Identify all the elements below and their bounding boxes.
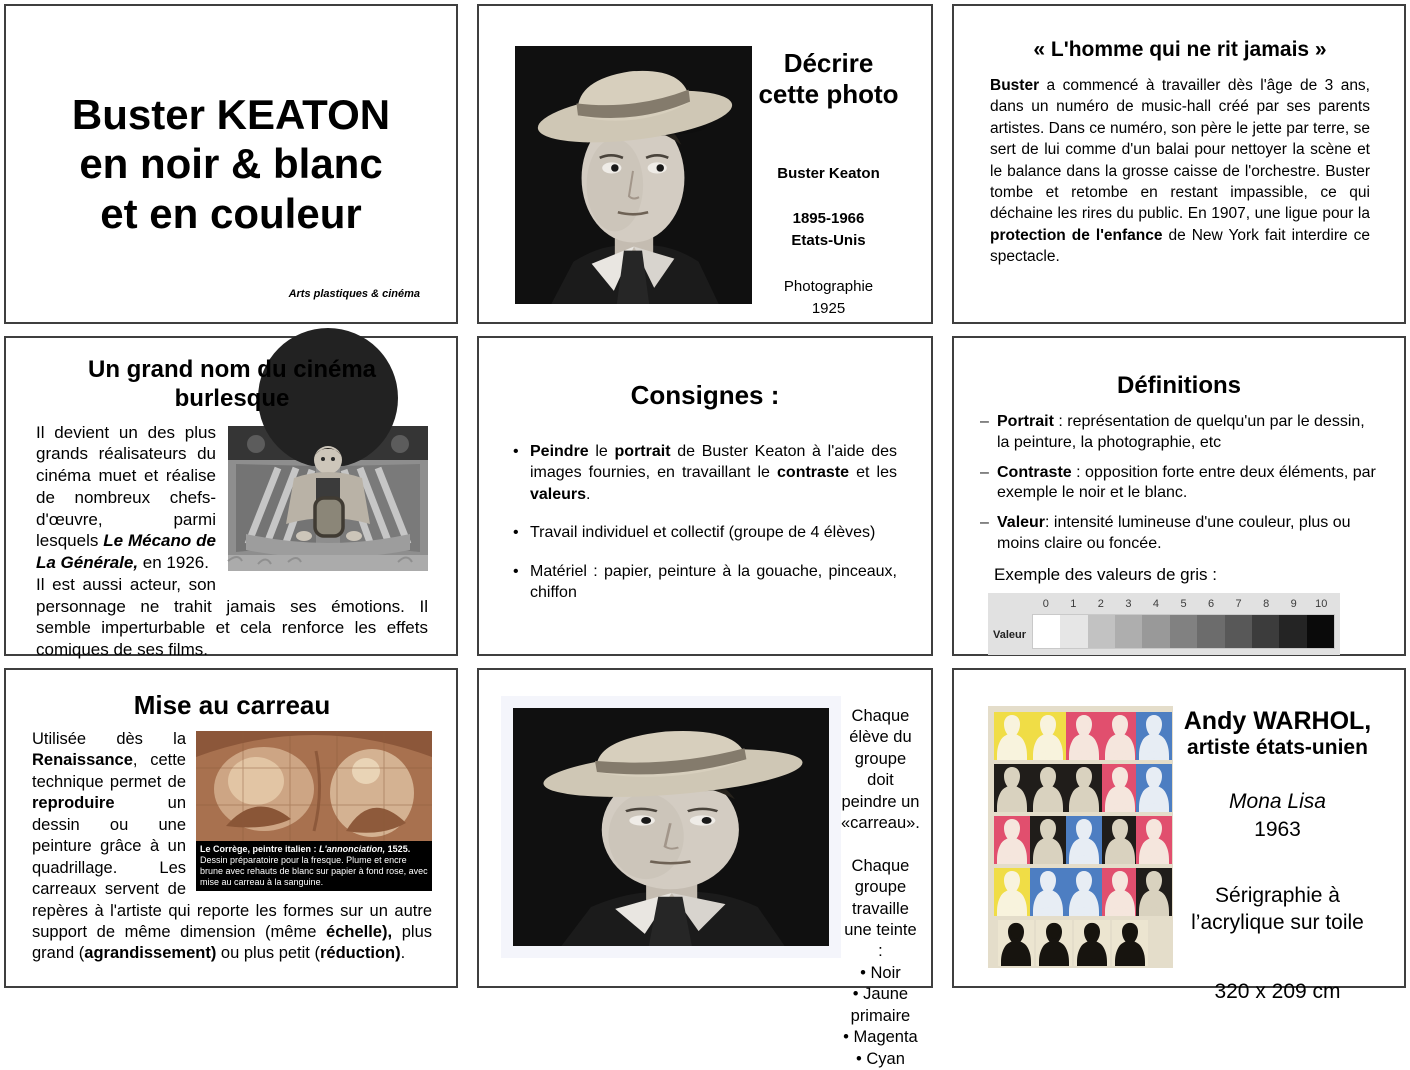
warhol-artist-name: Andy WARHOL, bbox=[1183, 707, 1372, 735]
bullet-icon: • bbox=[513, 524, 519, 542]
slide-consignes bbox=[477, 336, 933, 656]
gray-scale-ticks: 0 1 2 3 4 5 6 7 8 9 10 bbox=[1042, 597, 1328, 610]
consignes-item-text: Peindre le portrait de Buster Keaton à l'aide des images fournies, en travaillant le contraste et les valeurs. bbox=[530, 443, 897, 503]
warhol-text-column bbox=[1173, 698, 1382, 1004]
consignes-item bbox=[513, 441, 897, 505]
quadrant-panel bbox=[501, 696, 841, 958]
dash-icon: – bbox=[980, 463, 989, 481]
task-paragraph-1: Chaque élève du groupe doit peindre un «carreau». bbox=[841, 707, 920, 833]
dash-icon: – bbox=[980, 413, 989, 430]
consignes-item-text: Matériel : papier, peinture à la gouache, pinceaux, chiffon bbox=[530, 562, 897, 602]
consignes-item bbox=[513, 522, 897, 543]
describe-title: Décrire cette photo bbox=[758, 48, 899, 109]
big-name-para2: Il est aussi acteur, son personnage ne trahit jamais ses émotions. Il semble imperturbable et cela renforce les effets comiques de ses films. bbox=[36, 574, 428, 660]
definition-item bbox=[980, 412, 1378, 454]
definition-text: Valeur: intensité lumineuse d'une couleur, plus ou moins claire ou foncée. bbox=[997, 514, 1351, 552]
warhol-monalisa-image bbox=[988, 706, 1173, 968]
consignes-item-text: Travail individuel et collectif (groupe de 4 élèves) bbox=[530, 524, 876, 542]
slide-big-name bbox=[4, 336, 458, 660]
tint-item: • Magenta bbox=[843, 1028, 918, 1047]
describe-text-column bbox=[752, 46, 905, 317]
carreau-title: Mise au carreau bbox=[133, 690, 331, 720]
keaton-portrait-image bbox=[515, 46, 752, 304]
gray-scale-swatches bbox=[1032, 614, 1335, 649]
slide-definitions bbox=[952, 336, 1406, 656]
warhol-artist-descriptor: artiste états-unien bbox=[1187, 735, 1368, 759]
warhol-monalisa-artwork bbox=[988, 706, 1173, 968]
slide-title-card bbox=[4, 4, 458, 324]
deck-title bbox=[6, 90, 456, 237]
slide-never-laughs bbox=[952, 4, 1406, 324]
definition-item bbox=[980, 513, 1378, 555]
correge-figure bbox=[196, 731, 432, 891]
gray-scale-caption: Exemple des valeurs de gris : bbox=[994, 564, 1217, 584]
deck-title-line1: Buster KEATON bbox=[71, 91, 391, 139]
medium-year: 1925 bbox=[811, 299, 846, 317]
warhol-dimensions: 320 x 209 cm bbox=[1214, 980, 1341, 1004]
slide-carreau-photo bbox=[477, 668, 933, 1068]
bullet-icon: • bbox=[513, 562, 519, 580]
gray-value-scale bbox=[988, 593, 1340, 655]
tint-item: • Jaune primaire bbox=[850, 985, 911, 1025]
definitions-title: Définitions bbox=[1117, 372, 1241, 399]
artist-years: 1895-1966 bbox=[792, 210, 865, 228]
big-name-body bbox=[36, 422, 428, 661]
carreau-text: Utilisée dès la Renaissance, cette technique permet de reproduire un dessin ou une peinture grâce à un quadrillage. Les carreaux servent de repères à l'artiste qui reporte les formes sur un autre support de même dimension (même échelle), plus grand (agrandissement) ou plus petit (réduction). bbox=[32, 730, 432, 963]
big-name-para1: Il devient un des plus grands réalisateurs du cinéma muet et réalise de nombreux chefs-d'œuvre, parmi lesquels Le Mécano de La Générale, en 1926. bbox=[36, 422, 216, 573]
artist-dates bbox=[791, 208, 865, 252]
consignes-title: Consignes : bbox=[630, 380, 780, 410]
correge-fresco-image bbox=[196, 731, 432, 841]
big-name-title: Un grand nom du cinéma burlesque bbox=[87, 356, 377, 412]
dash-icon: – bbox=[980, 514, 989, 532]
artist-country: Etats-Unis bbox=[791, 232, 866, 250]
definition-text: Portrait : représentation de quelqu'un par le dessin, la peinture, la photographie, etc bbox=[997, 413, 1365, 451]
never-laughs-title: « L'homme qui ne rit jamais » bbox=[1033, 38, 1327, 61]
warhol-medium: Sérigraphie à l’acrylique sur toile bbox=[1191, 883, 1364, 934]
tint-item: • Cyan bbox=[856, 1049, 905, 1068]
gray-scale-label: Valeur bbox=[993, 628, 1027, 641]
slide-mise-au-carreau bbox=[4, 668, 458, 988]
never-laughs-body: Buster a commencé à travailler dès l'âge de 3 ans, dans un numéro de music-hall créé par ses parents artistes. Dans ce numéro, son père le jette par terre, se sert de lui comme d'un balai pour nettoyer la scène et le balance dans la grosse caisse de l'orchestre. Buster tombe et retombe en restant impassible, ce qui déchaine les rires du public. En 1907, une ligue pour la protection de l'enfance de New York fait interdire ce spectacle. bbox=[990, 77, 1370, 265]
warhol-work-year: 1963 bbox=[1254, 817, 1301, 841]
photo-quadrant-bottom-right bbox=[677, 830, 829, 946]
keaton-portrait-photo bbox=[515, 46, 752, 304]
tint-item: • Noir bbox=[860, 963, 901, 982]
definition-text: Contraste : opposition forte entre deux éléments, par exemple le noir et le blanc. bbox=[997, 463, 1376, 502]
correge-caption: Le Corrège, peintre italien : L'annonciation, 1525. Dessin préparatoire pour la fresque. Plume et encre brune avec rehauts de blanc sur papier à fond rose, avec mise au carreau à la sanguine. bbox=[196, 841, 432, 891]
medium-label: Photographie bbox=[783, 277, 874, 295]
deck-title-line2: en noir & blanc bbox=[79, 140, 383, 188]
carreau-body bbox=[32, 729, 432, 965]
carreau-instructions bbox=[841, 692, 920, 1068]
slide-describe-photo bbox=[477, 4, 933, 324]
general-train-image bbox=[228, 426, 428, 571]
warhol-work-title: Mona Lisa bbox=[1229, 789, 1326, 813]
slide-warhol bbox=[952, 668, 1406, 1004]
general-train-photo bbox=[228, 426, 428, 571]
definition-item bbox=[980, 463, 1378, 505]
artist-name: Buster Keaton bbox=[777, 165, 880, 183]
deck-title-line3: et en couleur bbox=[100, 189, 362, 237]
bullet-icon: • bbox=[513, 443, 519, 460]
photo-medium bbox=[784, 276, 873, 320]
consignes-item bbox=[513, 561, 897, 604]
task-paragraph-2: Chaque groupe travaille une teinte : bbox=[844, 856, 917, 961]
deck-subtitle: Arts plastiques & cinéma bbox=[288, 288, 420, 300]
